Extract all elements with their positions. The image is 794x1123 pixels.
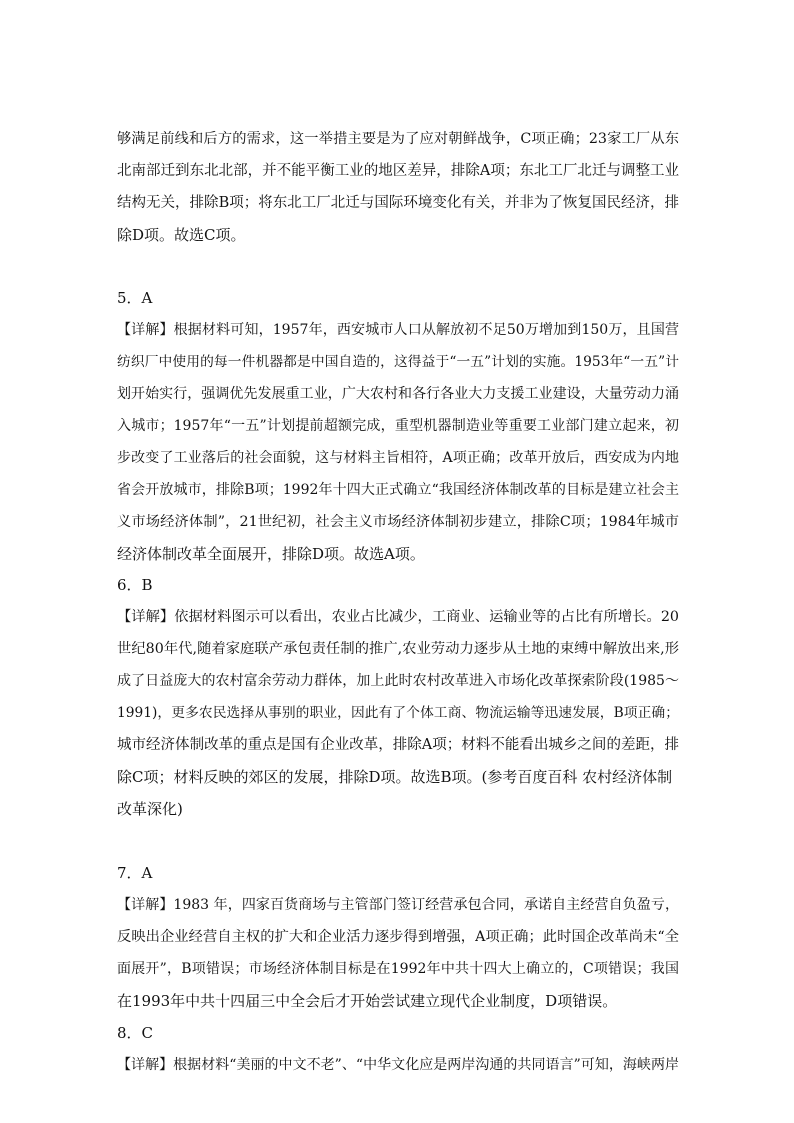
answer-6-label: 6．B — [117, 576, 153, 594]
explanation-6-line: 除C项；材料反映的郊区的发展，排除D项。故选B项。(参考百度百科 农村经济体制 — [117, 768, 673, 786]
explanation-7-line: 反映出企业经营自主权的扩大和企业活力逐步得到增强，A项正确；此时国企改革尚未“全 — [117, 929, 679, 945]
explanation-6-line: 改革深化) — [117, 800, 183, 818]
intro-line: 除D项。故选C项。 — [117, 226, 246, 244]
explanation-6-line: 成了日益庞大的农村富余劳动力群体，加上此时农村改革进入市场化改革探索阶段(1985～ — [117, 673, 679, 689]
explanation-6-line: 世纪80年代,随着家庭联产承包责任制的推广,农业劳动力逐步从土地的束缚中解放出来,形 — [117, 641, 679, 657]
explanation-5-line: 入城市；1957年“一五”计划提前超额完成，重型机器制造业等重要工业部门建立起来，初 — [117, 418, 679, 434]
explanation-7-line: 面展开”，B项错误；市场经济体制目标是在1992年中共十四大上确立的，C项错误；我国 — [117, 961, 679, 977]
answer-8-label: 8．C — [117, 1024, 154, 1042]
explanation-6-line: 1991)，更多农民选择从事别的职业，因此有了个体工商、物流运输等迅速发展，B项正确； — [117, 705, 679, 721]
explanation-5-line: 【详解】根据材料可知，1957年，西安城市人口从解放初不足50万增加到150万，且国营 — [117, 322, 679, 338]
explanation-5-line: 经济体制改革全面展开，排除D项。故选A项。 — [117, 545, 425, 563]
explanation-5-line: 划开始实行，强调优先发展重工业，广大农村和各行各业大力支援工业建设，大量劳动力涌 — [117, 386, 679, 402]
answer-5-label: 5．A — [117, 289, 153, 307]
explanation-7-line: 在1993年中共十四届三中全会后才开始尝试建立现代企业制度，D项错误。 — [117, 992, 618, 1010]
explanation-8-line: 【详解】根据材料“美丽的中文不老”、“中华文化应是两岸沟通的共同语言”可知，海峡两岸 — [117, 1057, 679, 1073]
explanation-5-line: 纺织厂中使用的每一件机器都是中国自造的，这得益于“一五”计划的实施。1953年“一五”计 — [117, 354, 679, 370]
intro-line: 北南部迁到东北北部，并不能平衡工业的地区差异，排除A项；东北工厂北迁与调整工业 — [117, 163, 679, 179]
intro-line: 结构无关，排除B项；将东北工厂北迁与国际环境变化有关，并非为了恢复国民经济，排 — [117, 195, 679, 211]
explanation-6-line: 城市经济体制改革的重点是国有企业改革，排除A项；材料不能看出城乡之间的差距，排 — [117, 737, 679, 753]
answer-7-label: 7．A — [117, 864, 153, 882]
explanation-5-line: 省会开放城市，排除B项；1992年十四大正式确立“我国经济体制改革的目标是建立社会主 — [117, 482, 679, 498]
explanation-5-line: 步改变了工业落后的社会面貌，这与材料主旨相符，A项正确；改革开放后，西安成为内地 — [117, 450, 679, 466]
explanation-6-line: 【详解】依据材料图示可以看出，农业占比减少，工商业、运输业等的占比有所增长。20 — [117, 609, 679, 625]
explanation-7-line: 【详解】1983 年，四家百货商场与主管部门签订经营承包合同，承诺自主经营自负盈亏， — [117, 897, 679, 913]
intro-line: 够满足前线和后方的需求，这一举措主要是为了应对朝鲜战争，C项正确；23家工厂从东 — [117, 131, 679, 147]
explanation-5-line: 义市场经济体制”，21世纪初，社会主义市场经济体制初步建立，排除C项；1984年城市 — [117, 514, 679, 530]
